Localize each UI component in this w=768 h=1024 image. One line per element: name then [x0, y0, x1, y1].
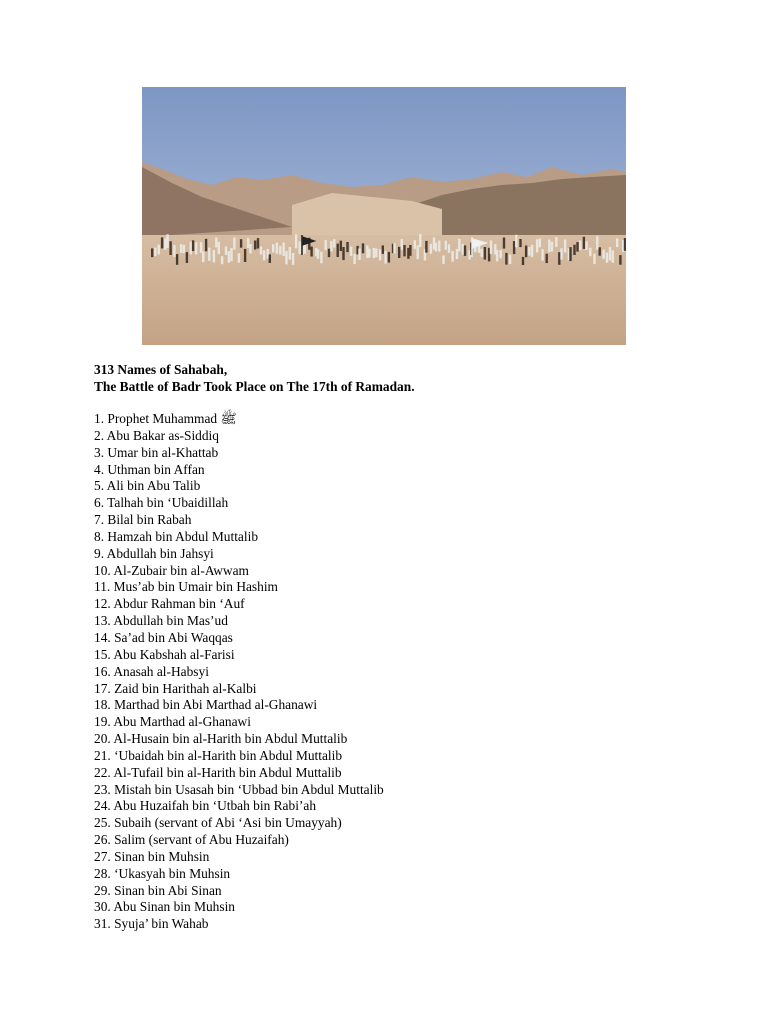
soldier-figure [513, 241, 515, 254]
soldier-figure [353, 254, 355, 264]
soldier-figure [244, 249, 246, 262]
soldier-figure [285, 251, 287, 264]
sahabah-name-list [94, 411, 384, 933]
list-item: 16. Anasah al-Habsyi [94, 663, 209, 679]
soldier-figure [328, 249, 330, 258]
soldier-figure [320, 252, 322, 264]
soldier-figure [464, 245, 466, 256]
soldier-figure [585, 241, 587, 250]
soldier-figure [593, 254, 595, 264]
soldier-figure [430, 244, 432, 254]
soldier-figure [269, 254, 271, 263]
soldier-figure [283, 243, 285, 256]
soldier-figure [555, 237, 557, 247]
soldier-figure [573, 245, 575, 255]
soldier-figure [317, 249, 319, 258]
soldier-figure [158, 245, 160, 255]
list-item: 1. Prophet Muhammad ﷺ [94, 411, 237, 426]
soldier-figure [310, 247, 312, 257]
soldier-figure [169, 241, 171, 255]
soldier-figure [154, 248, 156, 257]
soldier-figure [624, 238, 626, 251]
list-item: 12. Abdur Rahman bin ‘Auf [94, 596, 245, 612]
soldier-figure [481, 249, 483, 257]
battle-scene-photo [142, 87, 626, 345]
list-item: 4. Uthman bin Affan [94, 461, 205, 477]
soldier-figure [151, 248, 153, 257]
soldier-figure [346, 242, 348, 252]
list-item: 19. Abu Marthad al-Ghanawi [94, 714, 251, 730]
soldier-figure [260, 246, 262, 254]
soldier-figure [435, 243, 437, 252]
soldier-figure [362, 243, 364, 253]
soldier-figure [558, 252, 560, 265]
soldier-figure [289, 247, 291, 260]
soldier-figure [442, 255, 444, 264]
soldier-figure [340, 241, 342, 251]
list-item: 5. Ali bin Abu Talib [94, 478, 201, 494]
desert-army-illustration [142, 87, 626, 345]
list-item: 6. Talhah bin ‘Ubaidillah [94, 495, 229, 511]
list-item: 26. Salim (servant of Abu Huzaifah) [94, 832, 289, 848]
soldier-figure [401, 239, 403, 250]
soldier-figure [546, 254, 548, 263]
list-item: 7. Bilal bin Rabah [94, 512, 192, 528]
soldier-figure [292, 253, 294, 265]
list-item: 30. Abu Sinan bin Muhsin [94, 899, 235, 915]
soldier-figure [505, 253, 507, 265]
soldier-figure [202, 251, 204, 262]
list-item: 11. Mus’ab bin Umair bin Hashim [94, 579, 278, 595]
soldier-figure [445, 241, 447, 250]
soldier-figure [560, 248, 562, 259]
soldier-figure [176, 254, 178, 265]
soldier-figure [515, 235, 517, 248]
soldier-figure [205, 239, 207, 252]
list-item: 29. Sinan bin Abi Sinan [94, 882, 222, 898]
soldier-figure [238, 253, 240, 262]
soldier-figure [384, 251, 386, 264]
soldier-figure [373, 248, 375, 258]
heading-line-1: 313 Names of Sahabah, [94, 362, 228, 377]
soldier-figure [263, 250, 265, 260]
soldier-figure [576, 242, 578, 252]
soldier-figure [330, 241, 332, 251]
soldier-figure [398, 247, 400, 258]
soldier-figure [228, 251, 230, 263]
soldier-figure [247, 238, 249, 248]
soldier-figure [325, 240, 327, 250]
soldier-figure [609, 247, 611, 260]
soldier-figure [564, 240, 566, 253]
list-item: 13. Abdullah bin Mas’ud [94, 613, 228, 629]
soldier-figure [173, 245, 175, 257]
soldier-figure [208, 248, 210, 261]
soldier-figure [403, 245, 405, 256]
soldier-figure [183, 245, 185, 254]
soldier-figure [525, 246, 527, 258]
list-item: 3. Umar bin al-Khattab [94, 444, 219, 460]
soldier-figure [509, 255, 511, 264]
list-item: 27. Sinan bin Muhsin [94, 848, 210, 864]
soldier-figure [536, 239, 538, 252]
soldier-figure [531, 245, 533, 257]
soldier-figure [279, 246, 281, 255]
soldier-figure [589, 248, 591, 257]
soldier-figure [249, 244, 251, 253]
soldier-figure [342, 247, 344, 260]
soldier-figure [519, 239, 521, 247]
soldier-figure [612, 250, 614, 262]
list-item: 23. Mistah bin Usasah bin ‘Ubbad bin Abdul Muttalib [94, 781, 384, 797]
soldier-figure [522, 257, 524, 265]
list-item: 21. ‘Ubaidah bin al-Harith bin Abdul Muttalib [94, 747, 343, 763]
soldier-figure [548, 240, 550, 253]
soldier-figure [200, 242, 202, 253]
soldier-figure [195, 242, 197, 254]
soldier-figure [583, 237, 585, 249]
list-item: 2. Abu Bakar as-Siddiq [94, 427, 219, 443]
soldier-figure [333, 239, 335, 247]
soldier-figure [368, 249, 370, 258]
soldier-figure [619, 255, 621, 265]
list-item: 15. Abu Kabshah al-Farisi [94, 646, 235, 662]
list-item: 14. Sa’ad bin Abi Waqqas [94, 629, 233, 645]
soldier-figure [393, 243, 395, 253]
list-item: 17. Zaid bin Harithah al-Kalbi [94, 680, 257, 696]
list-item: 24. Abu Huzaifah bin ‘Utbah bin Rabi’ah [94, 798, 317, 814]
soldier-figure [569, 247, 571, 261]
list-item: 10. Al-Zubair bin al-Awwam [94, 562, 249, 578]
list-item: 31. Syuja’ bin Wahab [94, 916, 209, 932]
soldier-figure [164, 239, 166, 250]
soldier-figure [484, 247, 486, 260]
soldier-figure [225, 246, 227, 255]
soldier-figure [500, 250, 502, 258]
soldier-figure [388, 252, 390, 263]
soldier-figure [417, 245, 419, 259]
soldier-figure [358, 249, 360, 261]
soldier-figure [616, 239, 618, 248]
soldier-figure [425, 241, 427, 253]
soldier-figure [221, 256, 223, 264]
soldier-figure [180, 244, 182, 253]
list-item: 20. Al-Husain bin al-Harith bin Abdul Muttalib [94, 731, 348, 747]
soldier-figure [458, 239, 460, 252]
soldier-figure [240, 239, 242, 248]
soldier-figure [295, 235, 297, 249]
soldier-figure [382, 245, 384, 254]
soldier-figure [233, 238, 235, 250]
soldier-figure [192, 240, 194, 251]
soldier-figure [419, 234, 421, 247]
soldier-figure [375, 249, 377, 258]
soldier-figure [496, 250, 498, 261]
document-heading [94, 361, 415, 395]
list-item: 9. Abdullah bin Jahsyi [94, 545, 214, 561]
soldier-figure [379, 249, 381, 260]
list-item: 18. Marthad bin Abi Marthad al-Ghanawi [94, 697, 318, 713]
list-item: 8. Hamzah bin Abdul Muttalib [94, 528, 259, 544]
soldier-figure [215, 238, 217, 248]
soldier-figure [414, 240, 416, 249]
soldier-figure [409, 245, 411, 256]
soldier-figure [490, 241, 492, 254]
soldier-figure [541, 249, 543, 261]
soldier-figure [272, 244, 274, 252]
soldier-figure [350, 247, 352, 256]
soldier-figure [166, 234, 168, 248]
soldier-figure [161, 237, 163, 248]
soldier-figure [456, 249, 458, 259]
list-item: 22. Al-Tufail bin al-Harith bin Abdul Muttalib [94, 764, 342, 780]
list-item: 25. Subaih (servant of Abi ‘Asi bin Umayyah) [94, 815, 342, 831]
soldier-figure [254, 241, 256, 250]
list-item: 28. ‘Ukasyah bin Muhsin [94, 865, 231, 881]
soldier-figure [276, 243, 278, 254]
soldier-figure [438, 241, 440, 252]
soldier-figure [603, 250, 605, 259]
soldier-figure [528, 247, 530, 256]
soldier-figure [230, 248, 232, 261]
soldier-figure [551, 242, 553, 252]
soldier-figure [539, 239, 541, 248]
soldier-figure [337, 244, 339, 257]
soldier-figure [503, 238, 505, 249]
soldier-figure [190, 242, 192, 255]
soldier-figure [213, 250, 215, 263]
soldier-figure [186, 252, 188, 263]
soldier-figure [579, 240, 581, 250]
soldier-figure [462, 244, 464, 255]
soldier-figure [606, 253, 608, 263]
soldier-figure [218, 242, 220, 254]
soldier-figure [451, 251, 453, 262]
soldier-figure [599, 247, 601, 255]
heading-line-2: The Battle of Badr Took Place on The 17th of Ramadan. [94, 379, 415, 394]
soldier-figure [448, 244, 450, 253]
soldier-figure [257, 238, 259, 248]
soldier-figure [299, 242, 301, 255]
soldier-figure [596, 236, 598, 250]
